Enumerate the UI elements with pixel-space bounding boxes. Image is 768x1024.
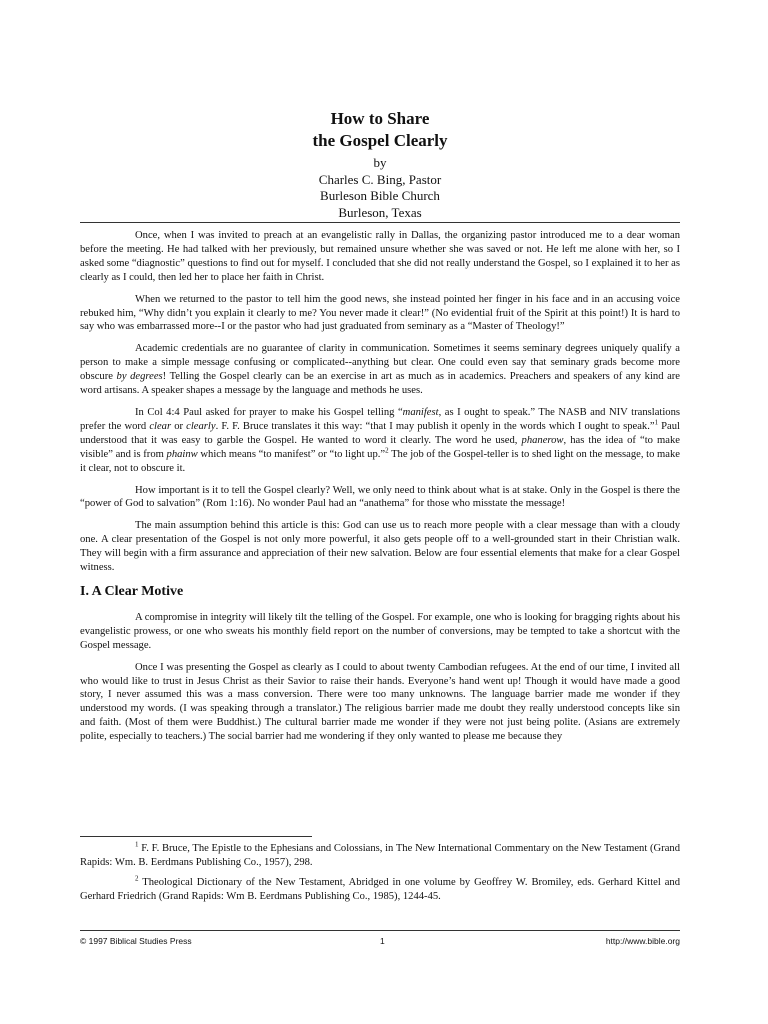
paragraph-3 bbox=[80, 342, 680, 398]
paragraph-1: Once, when I was invited to preach at an evangelistic rally in Dallas, the organizing pastor introduced me to a dear woman before the meeting. He had talked with her previously, but remained unsure whether she was saved or not. He left me alone with her, so I asked some “diagnostic” questions to find out for myself. I concluded that she did not really understand the Gospel, so I explained it to her as clearly as I could, then led her to place her faith in Christ. bbox=[80, 230, 680, 283]
paragraph-5: How important is it to tell the Gospel clearly? Well, we only need to think about what is at stake. Only in the Gospel is there the “power of God to salvation” (Rom 1:16). No wonder Paul had an “anathema” for those who misstate the message! bbox=[80, 484, 680, 510]
paragraph-2: When we returned to the pastor to tell him the good news, she instead pointed her finger in his face and in an accusing voice rebuked him, “Why didn’t you explain it clearly to me? You never made it clear!” (No evidential fruit of the Spirit at this point!) It is hard to say who was embarrassed more--I or the pastor who had just graduated from seminary as a “Master of Theology!” bbox=[80, 293, 680, 333]
paragraph-6: The main assumption behind this article is this: God can use us to reach more people with a clear message than with a cloudy one. A clear presentation of the Gospel is not only more powerful, it also gets people off to a well-grounded start in their Christian walk. They will begin with a firm assurance and appreciation of their new salvation. Below are four essential elements that make for a clear Gospel witness. bbox=[80, 520, 680, 574]
footnote-divider bbox=[80, 836, 312, 837]
paragraph-4-text-d: . F. F. Bruce translates it this way: “that I may publish it openly in the words which I ought to speak.” bbox=[215, 420, 655, 432]
paragraph-4-text-f: , has the idea of “to make visible” and is from bbox=[80, 434, 680, 460]
paragraph-4-emphasis-phanerow: phanerow bbox=[521, 434, 564, 446]
paragraph-4-emphasis-clear: clear bbox=[149, 420, 172, 432]
footnotes bbox=[80, 842, 680, 910]
paragraph-3-text-b: ! Telling the Gospel clearly can be an exercise in art as much as in academics. Preachers and speakers of any kind are word artisans. A speaker shapes a message by the language and methods he uses. bbox=[80, 371, 681, 397]
footnote-1 bbox=[80, 842, 680, 870]
paragraph-4-text-c: or bbox=[171, 420, 187, 432]
paragraph-3-text-a: Academic credentials are no guarantee of clarity in communication. Sometimes it seems seminary degrees uniquely qualify a person to make a simple message confusing or complicated--anything but clear. One could even say that seminary grads become more obscure bbox=[80, 343, 680, 383]
footer-divider bbox=[80, 930, 680, 931]
footnote-1-text: F. F. Bruce, The Epistle to the Ephesians and Colossians, in The New International Commentary on the New Testament (Grand Rapids: Wm. B. Eerdmans Publishing Co., 1957), 298. bbox=[80, 843, 680, 868]
page-number: 1 bbox=[380, 936, 385, 946]
footnote-2-number: 2 bbox=[135, 874, 139, 883]
paragraph-4-emphasis-phainw: phainw bbox=[166, 448, 198, 460]
church-location: Burleson, Texas bbox=[338, 204, 422, 220]
paragraph-4-text-e: Paul understood that it was easy to garble the Gospel. He wanted to word it clearly. The word he used, bbox=[80, 420, 681, 446]
church-name: Burleson Bible Church bbox=[320, 188, 440, 203]
byline bbox=[80, 155, 680, 221]
paragraph-4-text-h: The job of the Gospel-teller is to shed light on the message, to make it clear, not to obscure it. bbox=[80, 448, 680, 474]
paragraph-3-emphasis: by degrees bbox=[116, 371, 163, 383]
paragraph-4-emphasis-manifest: manifest bbox=[402, 406, 439, 418]
section-heading: I. A Clear Motive bbox=[80, 583, 184, 599]
website-link[interactable]: http://www.bible.org bbox=[605, 936, 680, 946]
footnote-ref-2[interactable]: 2 bbox=[385, 446, 389, 455]
footnote-2 bbox=[80, 876, 680, 904]
copyright-notice: © 1997 Biblical Studies Press bbox=[80, 936, 192, 946]
page-footer bbox=[80, 936, 680, 950]
document-title-line-1: How to Share bbox=[330, 109, 430, 128]
byline-by: by bbox=[373, 155, 387, 170]
article-body bbox=[80, 229, 680, 752]
author-name: Charles C. Bing, Pastor bbox=[318, 171, 442, 187]
paragraph-4-text-g: which means “to manifest” or “to light up.” bbox=[197, 448, 386, 460]
paragraph-8: Once I was presenting the Gospel as clearly as I could to about twenty Cambodian refugees. At the end of our time, I invited all who would like to trust in Jesus Christ as their Savior to raise their hands. Everyone’s hand went up! Though it would have made a good story, I never assumed this was a mass conversion. There were too many unknowns. The language barrier made me wonder if they understood my words. (I was speaking through a translator.) The religious barrier made me doubt they really understood concepts like sin and faith. (Most of them were Buddhist.) The cultural barrier made me wonder if they were not just being polite. (Asians are extremely polite, especially to teachers.) The social barrier had me wondering if they only wanted to please me because they bbox=[80, 661, 680, 743]
document-title-line-2: the Gospel Clearly bbox=[312, 131, 448, 150]
footnote-ref-1[interactable]: 1 bbox=[654, 418, 659, 427]
header-divider bbox=[80, 222, 680, 223]
footnote-1-number: 1 bbox=[135, 840, 139, 849]
paragraph-4-text-a: In Col 4:4 Paul asked for prayer to make his Gospel telling “ bbox=[135, 406, 403, 418]
paragraph-4 bbox=[80, 406, 680, 476]
paragraph-7: A compromise in integrity will likely tilt the telling of the Gospel. For example, one who is looking for bragging rights about his evangelistic prowess, or one who sweats his monthly field report on the number of conversions, may be tempted to take a shortcut with the Gospel message. bbox=[80, 611, 680, 651]
footnote-2-text: Theological Dictionary of the New Testament, Abridged in one volume by Geoffrey W. Bromiley, eds. Gerhard Kittel and Gerhard Friedrich (Grand Rapids: Wm B. Eerdmans Publishing Co., 1985), 1244-45. bbox=[80, 876, 680, 902]
paragraph-4-text-b: , as I ought to speak.” The NASB and NIV translations prefer the word bbox=[80, 406, 680, 432]
paragraph-4-emphasis-clearly: clearly bbox=[186, 420, 216, 432]
